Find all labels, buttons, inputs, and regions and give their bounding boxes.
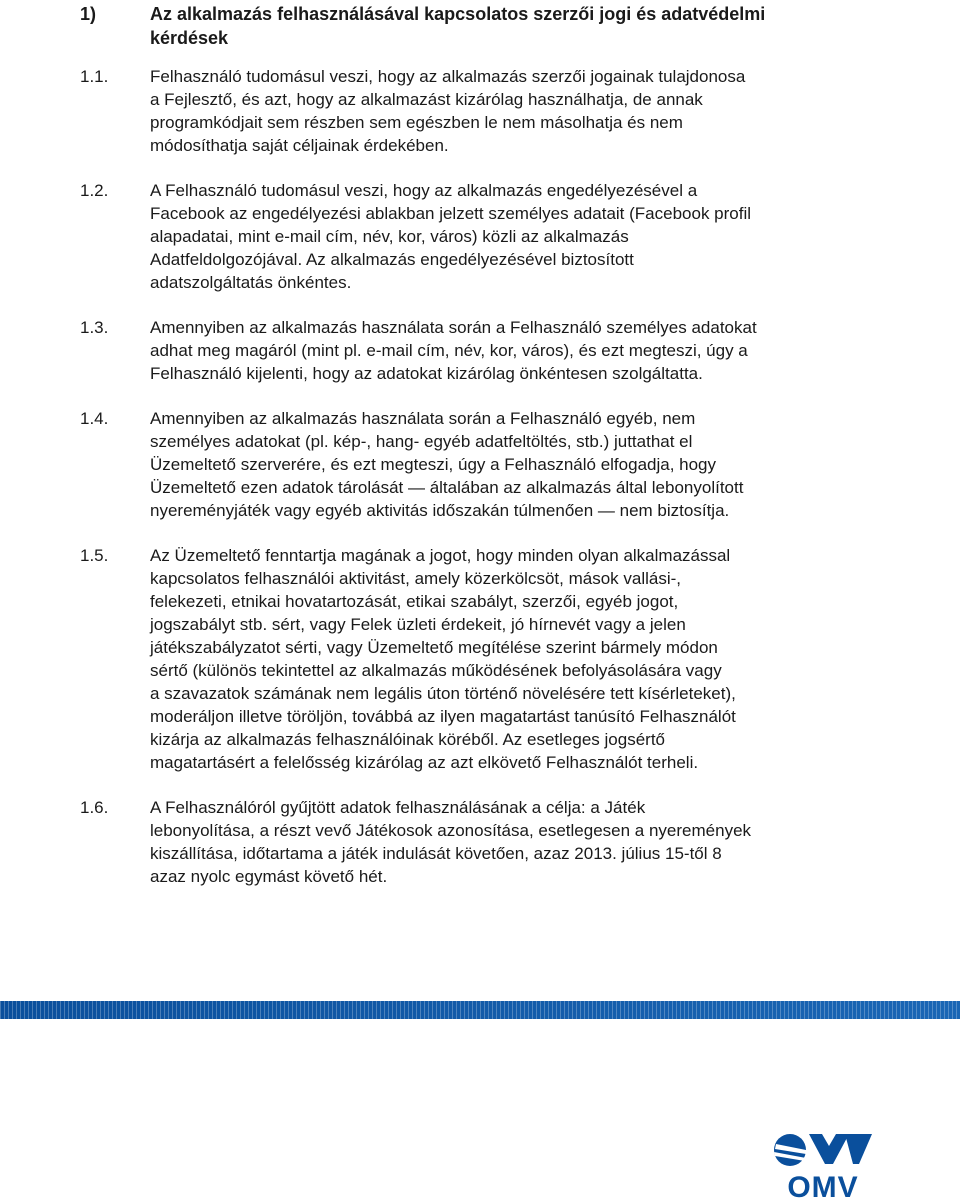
clause-line: Amennyiben az alkalmazás használata során a Felhasználó személyes adatokat (150, 318, 757, 337)
clause-line: felekezeti, etnikai hovatartozását, etikai szabályt, szerzői, egyéb jogot, (150, 592, 679, 611)
clause-line: Facebook az engedélyezési ablakban jelzett személyes adatait (Facebook profil (150, 204, 752, 223)
clause-line: Üzemeltető ezen adatok tárolását — általában az alkalmazás által lebonyolított (150, 478, 744, 497)
clause-line: a szavazatok számának nem legális úton történő növelésére tett kísérleteket), (150, 684, 736, 703)
clause-6 (80, 796, 880, 888)
clause-line: Üzemeltető szerverére, és ezt megteszi, úgy a Felhasználó elfogadja, hogy (150, 455, 717, 474)
clause-line: kiszállítása, időtartama a játék indulását követően, azaz 2013. július 15-től 8 (150, 844, 722, 863)
clause-line: adhat meg magáról (mint pl. e-mail cím, név, kor, város), és ezt megteszi, úgy a (150, 341, 748, 360)
section-heading (80, 2, 860, 50)
clause-line: alapadatai, mint e-mail cím, név, kor, város) közli az alkalmazás (150, 227, 629, 246)
clause-line: Adatfeldolgozójával. Az alkalmazás engedélyezésével biztosított (150, 250, 634, 269)
clause-line: Felhasználó kijelenti, hogy az adatokat kizárólag önkéntesen szolgáltatta. (150, 364, 703, 383)
clause-line: jogszabályt stb. sért, vagy Felek üzleti érdekeit, jó hírnevét vagy a jelen (150, 615, 686, 634)
clause-line: játékszabályzatot sérti, vagy Üzemeltető megítélése szerint bármely módon (150, 638, 718, 657)
heading-line: Az alkalmazás felhasználásával kapcsolatos szerzői jogi és adatvédelmi (150, 4, 766, 24)
clause-line: Az Üzemeltető fenntartja magának a jogot, hogy minden olyan alkalmazással (150, 546, 731, 565)
clause-number: 1.2. (80, 181, 109, 200)
clause-line: magatartásért a felelősség kizárólag az azt elkövető Felhasználót terheli. (150, 753, 699, 772)
clause-number: 1.4. (80, 409, 109, 428)
clause-text (150, 407, 880, 522)
clause-line: moderáljon illetve töröljön, továbbá az ilyen magatartást tanúsító Felhasználót (150, 707, 736, 726)
clause-line: azaz nyolc egymást követő hét. (150, 867, 388, 886)
clause-number: 1.5. (80, 546, 109, 565)
clause-4 (80, 407, 880, 522)
clause-text (150, 796, 880, 888)
clause-line: módosíthatja saját céljainak érdekében. (150, 136, 449, 155)
clause-line: kapcsolatos felhasználói aktivitást, amely közerkölcsöt, mások vallási-, (150, 569, 681, 588)
clause-line: A Felhasználóról gyűjtött adatok felhasználásának a célja: a Játék (150, 798, 646, 817)
clause-line: személyes adatokat (pl. kép-, hang- egyéb adatfeltöltés, stb.) juttathat el (150, 432, 693, 451)
omv-logo-icon (773, 1130, 873, 1200)
clause-text (150, 179, 880, 294)
clause-line: adatszolgáltatás önkéntes. (150, 273, 352, 292)
clause-number: 1.6. (80, 798, 109, 817)
clause-line: A Felhasználó tudomásul veszi, hogy az alkalmazás engedélyezésével a (150, 181, 698, 200)
clause-number: 1.3. (80, 318, 109, 337)
heading-line: kérdések (150, 28, 229, 48)
clause-text (150, 544, 880, 774)
footer-band (0, 1001, 960, 1019)
clause-3 (80, 316, 880, 385)
clause-line: Amennyiben az alkalmazás használata során a Felhasználó egyéb, nem (150, 409, 696, 428)
clause-line: kizárja az alkalmazás felhasználóinak köréből. Az esetleges jogsértő (150, 730, 665, 749)
logo-text: OMV (787, 1171, 859, 1200)
clause-text (150, 65, 880, 157)
clause-line: programkódjait sem részben sem egészben le nem másolhatja és nem (150, 113, 683, 132)
heading-number: 1) (80, 4, 97, 24)
clause-line: a Fejlesztő, és azt, hogy az alkalmazást kizárólag használhatja, de annak (150, 90, 703, 109)
heading-title (150, 2, 860, 50)
clause-line: nyereményjáték vagy egyéb aktivitás időszakán túlmenően — nem biztosítja. (150, 501, 730, 520)
clause-2 (80, 179, 880, 294)
clause-5 (80, 544, 880, 774)
clause-line: lebonyolítása, a részt vevő Játékosok azonosítása, esetlegesen a nyeremények (150, 821, 752, 840)
clause-1 (80, 65, 880, 157)
clause-line: sértő (különös tekintettel az alkalmazás működésének befolyásolására vagy (150, 661, 722, 680)
clause-text (150, 316, 880, 385)
clause-list (80, 65, 880, 910)
clause-line: Felhasználó tudomásul veszi, hogy az alkalmazás szerzői jogainak tulajdonosa (150, 67, 746, 86)
clause-number: 1.1. (80, 67, 109, 86)
